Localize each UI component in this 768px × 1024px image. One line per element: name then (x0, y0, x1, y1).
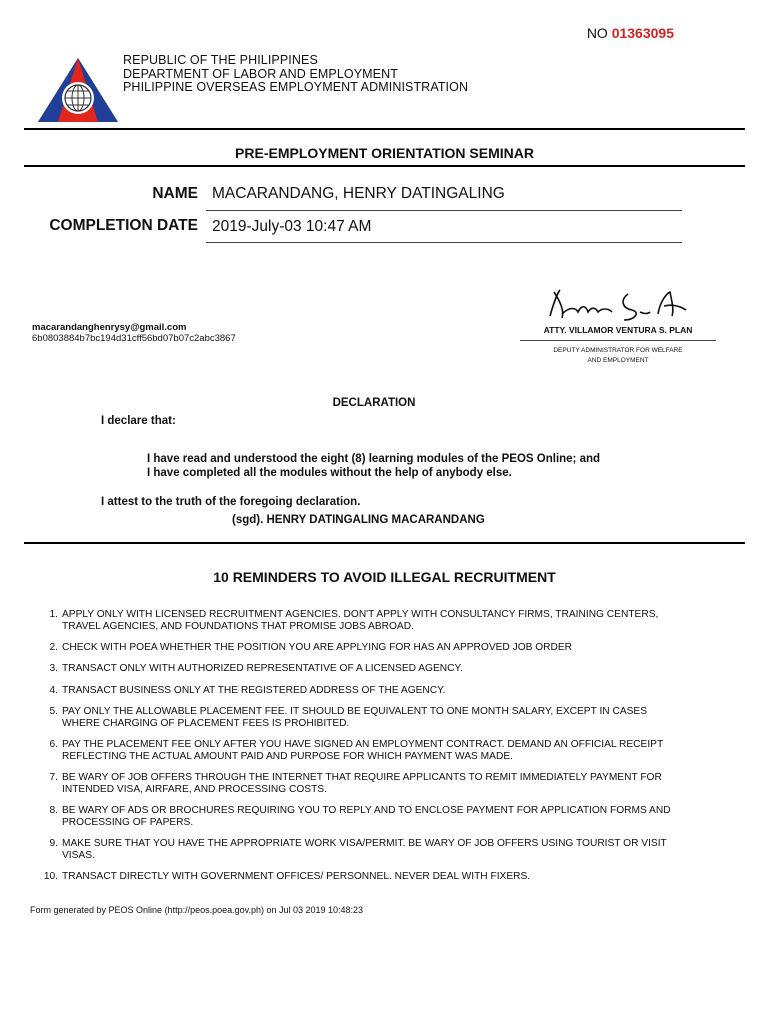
declaration-signed-name: (sgd). HENRY DATINGALING MACARANDANG (232, 514, 485, 526)
declaration-statement-1: I have read and understood the eight (8) learning modules of the PEOS Online; and (147, 453, 601, 465)
completion-date-underline (206, 242, 682, 243)
declaration-divider (24, 542, 745, 544)
agency-line-republic: REPUBLIC OF THE PHILIPPINES (123, 53, 318, 67)
signature-image (540, 284, 690, 324)
header-divider (24, 128, 745, 130)
title-divider (24, 165, 745, 167)
reminders-list (43, 609, 732, 893)
agency-line-dole: DEPARTMENT OF LABOR AND EMPLOYMENT (123, 66, 398, 81)
form-footer: Form generated by PEOS Online (http://peos.poea.gov.ph) on Jul 03 2019 10:48:23 (30, 905, 364, 915)
completion-date-value: 2019-July-03 10:47 AM (212, 218, 372, 235)
name-label: NAME (152, 185, 198, 202)
certificate-number-label: NO (586, 25, 608, 41)
list-item: 8. BE WARY OF ADS OR BROCHURES REQUIRING YOU TO REPLY AND TO ENCLOSE PAYMENT FOR APPLICATION FORMS AND PROCESSING OF PAPERS. (49, 805, 671, 829)
agency-header (123, 54, 468, 95)
list-item: 7. BE WARY OF JOB OFFERS THROUGH THE INTERNET THAT REQUIRE APPLICANTS TO REMIT IMMEDIATELY PAYMENT FOR INTENDED VISA, AIRFARE, AND PROCESSING COSTS. (49, 772, 662, 795)
certificate-number-value: 01363095 (611, 25, 674, 41)
applicant-email: macarandanghenrysy@gmail.com (32, 322, 187, 333)
name-underline (206, 210, 682, 211)
signatory-name: ATTY. VILLAMOR VENTURA S. PLAN (543, 325, 693, 335)
poea-logo-icon (36, 56, 120, 124)
list-item: 6. PAY THE PLACEMENT FEE ONLY AFTER YOU HAVE SIGNED AN EMPLOYMENT CONTRACT. DEMAND AN OFFICIAL RECEIPT REFLECTING THE ACTUAL AMOUNT PAID AND PURPOSE FOR WHICH PAYMENT WAS MADE. (49, 739, 664, 762)
list-item: 3. TRANSACT ONLY WITH AUTHORIZED REPRESENTATIVE OF A LICENSED AGENCY. (49, 663, 463, 675)
signatory-title-line2: AND EMPLOYMENT (587, 356, 649, 364)
list-item: 2. CHECK WITH POEA WHETHER THE POSITION YOU ARE APPLYING FOR HAS AN APPROVED JOB ORDER (49, 642, 573, 654)
signature-line (520, 340, 716, 341)
certificate-number (587, 25, 674, 41)
list-item: 9. MAKE SURE THAT YOU HAVE THE APPROPRIATE WORK VISA/PERMIT. BE WARY OF JOB OFFERS USING TOURIST OR VISIT VISAS. (49, 838, 667, 862)
declaration-statement-2: I have completed all the modules without the help of anybody else. (147, 467, 512, 479)
declaration-title: DECLARATION (332, 397, 416, 409)
applicant-hash: 6b0803884b7bc194d31cff56bd07b07c2abc3867 (32, 333, 236, 344)
agency-line-poea: PHILIPPINE OVERSEAS EMPLOYMENT ADMINISTRATION (123, 80, 469, 94)
signatory-title-line1: DEPUTY ADMINISTRATOR FOR WELFARE (553, 347, 683, 354)
document-title: PRE-EMPLOYMENT ORIENTATION SEMINAR (235, 145, 534, 161)
list-item: 10. TRANSACT DIRECTLY WITH GOVERNMENT OFFICES/ PERSONNEL. NEVER DEAL WITH FIXERS. (43, 871, 531, 883)
reminders-title: 10 REMINDERS TO AVOID ILLEGAL RECRUITMENT (213, 569, 556, 585)
list-item: 4. TRANSACT BUSINESS ONLY AT THE REGISTERED ADDRESS OF THE AGENCY. (49, 684, 446, 696)
list-item: 1. APPLY ONLY WITH LICENSED RECRUITMENT AGENCIES. DON'T APPLY WITH CONSULTANCY FIRMS, TRAINING CENTERS, TRAVEL AGENCIES, AND FOUNDATIONS THAT PROMISE JOBS ABROAD. (49, 609, 659, 632)
list-item: 5. PAY ONLY THE ALLOWABLE PLACEMENT FEE. IT SHOULD BE EQUIVALENT TO ONE MONTH SALARY, EXCEPT IN CASES WHERE CHARGING OF PLACEMENT FEES IS PROHIBITED. (49, 705, 648, 729)
name-value: MACARANDANG, HENRY DATINGALING (212, 185, 505, 202)
declaration-intro: I declare that: (101, 415, 176, 427)
declaration-attest: I attest to the truth of the foregoing declaration. (101, 496, 361, 508)
signatory-title (520, 346, 716, 365)
completion-date-label: COMPLETION DATE (49, 217, 198, 234)
